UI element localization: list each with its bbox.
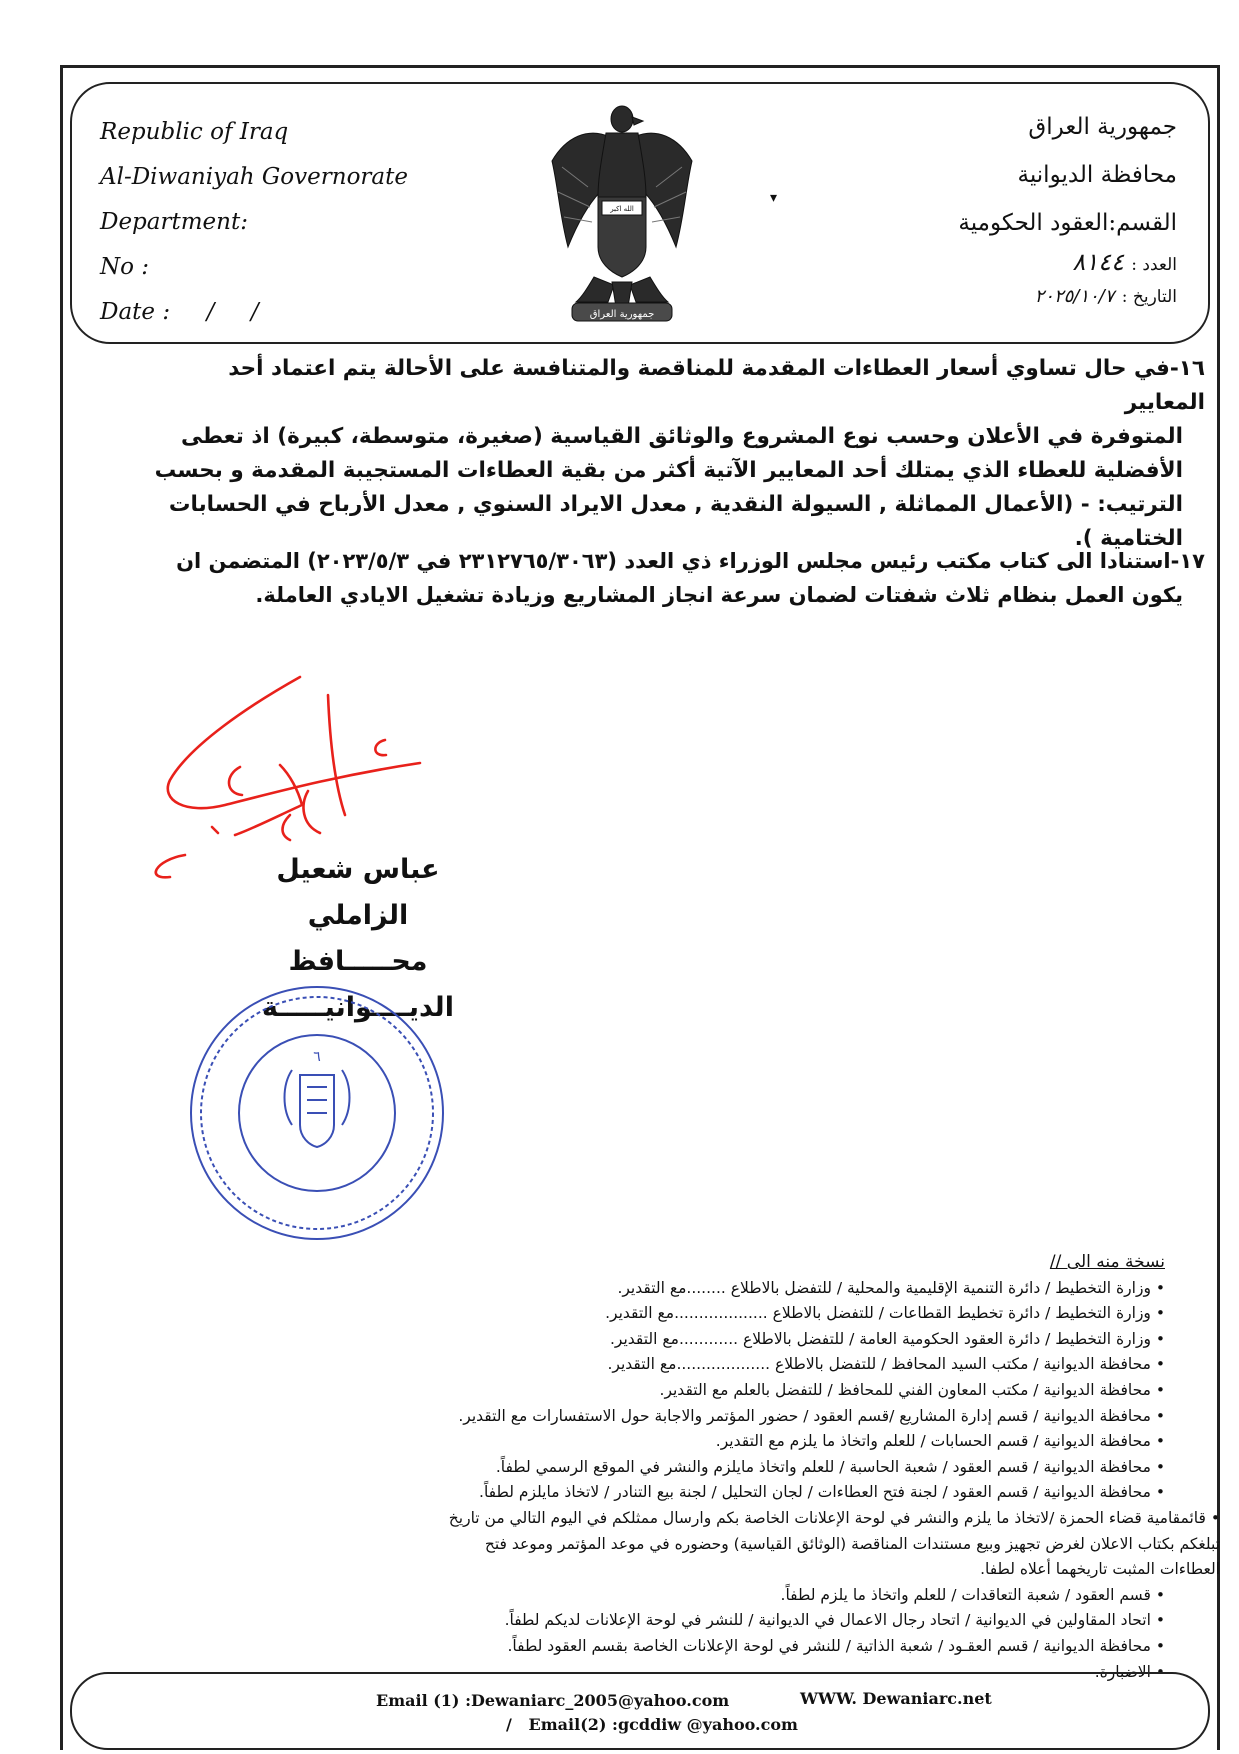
- cc-item-continued: العطاءات المثبت تاريخهما أعلاه لطفا.: [980, 1560, 1220, 1579]
- date-label-ar: التاريخ :: [1121, 287, 1177, 307]
- cc-item: • قائمقامية قضاء الحمزة /لاتخاذ ما يلزم والنشر في لوحة الإعلانات الخاصة بكم وارسال ممثلكم في اليوم التالي من تاريخ: [448, 1508, 1220, 1527]
- letter-number: ٨١٤٤: [1072, 248, 1124, 276]
- cc-item: • محافظة الديوانية / مكتب السيد المحافظ / للتفضل بالاطلاع ...................مع التقدير.: [607, 1355, 1165, 1374]
- clause-16-line: المتوفرة في الأعلان وحسب نوع المشروع والوثائق القياسية (صغيرة، متوسطة، كبيرة) اذ تعطى: [180, 424, 1183, 449]
- footer-email-1: Email (1) :Dewaniarc_2005@yahoo.com: [376, 1691, 730, 1710]
- clause-16-number: ١٦-: [1169, 356, 1205, 381]
- english-letterhead: [100, 110, 408, 335]
- cc-item: • محافظة الديوانية / مكتب المعاون الفني للمحافظ / للتفضل بالعلم مع التقدير.: [659, 1380, 1165, 1399]
- number-label-ar: العدد :: [1131, 255, 1177, 275]
- copies-to-title: نسخة منه الى //: [1049, 1252, 1165, 1272]
- number-en: No :: [100, 254, 150, 280]
- governorate-en: Al-Diwaniyah Governorate: [100, 164, 408, 190]
- governorate-ar: محافظة الديوانية: [1017, 162, 1177, 188]
- footer-website: WWW. Dewaniarc.net: [800, 1689, 992, 1708]
- cc-item: • وزارة التخطيط / دائرة العقود الحكومية العامة / للتفضل بالاطلاع ............مع التقدير.: [609, 1329, 1165, 1348]
- clause-16-line: ١٦-في حال تساوي أسعار العطاءات المقدمة للمناقصة والمتنافسة على الأحالة يتم اعتماد أحد المعايير: [228, 356, 1205, 415]
- clause-16-line: الأفضلية للعطاء الذي يمتلك أحد المعايير الآتية أكثر من بقية العطاءات المستجيبة المقدمة و بحسب: [154, 458, 1183, 483]
- cc-item: • محافظة الديوانية / قسم الحسابات / للعلم واتخاذ ما يلزم مع التقدير.: [715, 1432, 1165, 1451]
- letter-date: ٢٠٢٥/١٠/٧: [1034, 286, 1115, 307]
- arabic-letterhead: [958, 103, 1177, 312]
- copies-to-list: [185, 1250, 1220, 1685]
- department-en: Department:: [100, 209, 248, 235]
- emblem-shield-text: الله اكبر: [610, 205, 634, 213]
- signatory-name: عباس شعيل الزاملي: [276, 854, 440, 931]
- department-ar: القسم:العقود الحكومية: [958, 210, 1177, 236]
- cc-item: • محافظة الديوانية / قسم العقود / شعبة الحاسبة / للعلم واتخاذ مايلزم والنشر في الموقع الرسمي لطفاً.: [495, 1457, 1165, 1476]
- official-seal-icon: [182, 975, 452, 1250]
- clause-16: [145, 352, 1205, 556]
- clause-17-line: ١٧-استنادا الى كتاب مكتب رئيس مجلس الوزراء ذي العدد (٢٣١٢٧٦٥/٣٠٦٣ في ٢٠٢٣/٥/٣) المتضمن ان: [176, 549, 1205, 573]
- republic-ar: جمهورية العراق: [1028, 114, 1177, 140]
- cc-item: • قسم العقود / شعبة التعاقدات / للعلم واتخاذ ما يلزم لطفاً.: [780, 1585, 1165, 1604]
- number-row: [958, 247, 1177, 280]
- decorative-mark: ▾: [770, 190, 778, 206]
- emblem-scroll-text: جمهورية العراق: [589, 309, 655, 320]
- signatory-title: محـــــافظ الديــــوانيـــــة: [262, 946, 454, 1023]
- cc-item: • الاضبارة.: [1094, 1662, 1165, 1681]
- cc-item: • محافظة الديوانية / قسم إدارة المشاريع /قسم العقود / حضور المؤتمر والاجابة حول الاستفسارات مع التقدير.: [458, 1406, 1165, 1425]
- clause-17: [145, 544, 1205, 612]
- cc-item-continued: تبلغكم بكتاب الاعلان لغرض تجهيز وبيع مستندات المناقصة (الوثائق القياسية) وحضوره في موعد المؤتمر وموعد فتح: [484, 1534, 1220, 1553]
- clause-16-line: الترتيب: - (الأعمال المماثلة , السيولة النقدية , معدل الايراد السنوي , معدل الأرباح في الحسابات: [168, 492, 1183, 517]
- stamp-number: ٦: [313, 1049, 321, 1065]
- clause-17-number: ١٧-: [1170, 549, 1205, 573]
- cc-item: • محافظة الديوانية / قسم العقـود / شعبة الذاتية / للنشر في لوحة الإعلانات الخاصة بقسم العقود لطفاً.: [507, 1636, 1165, 1655]
- footer-contacts: [376, 1689, 798, 1737]
- cc-item: • محافظة الديوانية / قسم العقود / لجنة فتح العطاءات / لجان التحليل / لجنة بيع التنادر / لاتخاذ مايلزم لطفاً.: [479, 1483, 1165, 1502]
- cc-item: • وزارة التخطيط / دائرة تخطيط القطاعات / للتفضل بالاطلاع ...................مع التقدير.: [605, 1304, 1165, 1323]
- cc-item: • وزارة التخطيط / دائرة التنمية الإقليمية والمحلية / للتفضل بالاطلاع ........مع التقدير.: [617, 1278, 1165, 1297]
- iraq-eagle-emblem-icon: [548, 97, 696, 335]
- cc-item: • اتحاد المقاولين في الديوانية / اتحاد رجال الاعمال في الديوانية / للنشر في لوحة الإعلانات لديكم لطفاً.: [504, 1611, 1165, 1630]
- footer-email-2: / Email(2) :gcddiw @yahoo.com: [506, 1715, 798, 1734]
- clause-16-line: الختامية ).: [1074, 526, 1183, 551]
- republic-en: Republic of Iraq: [100, 119, 289, 145]
- date-row: [958, 280, 1177, 312]
- clause-17-line: يكون العمل بنظام ثلاث شفتات لضمان سرعة انجاز المشاريع وزيادة تشغيل الايادي العاملة.: [255, 583, 1183, 607]
- date-en: Date : / /: [100, 299, 259, 325]
